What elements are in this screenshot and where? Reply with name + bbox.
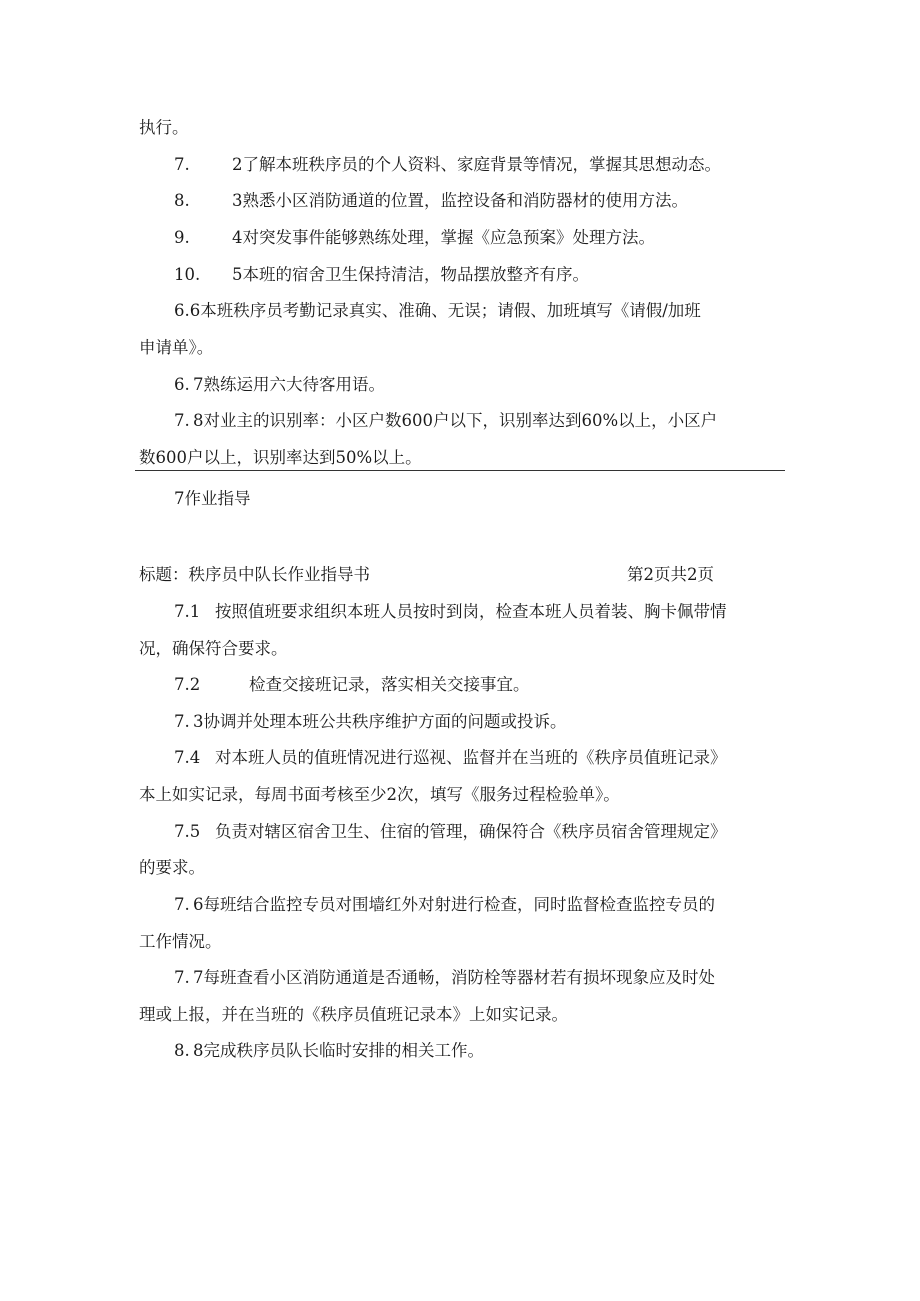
list-item xyxy=(174,221,655,255)
list-item xyxy=(174,961,715,995)
section-title: 7作业指导 xyxy=(174,489,251,508)
item-text: 3熟悉小区消防通道的位置，监控设备和消防器材的使用方法。 xyxy=(232,191,688,210)
text-line: 申请单》。 xyxy=(139,338,214,357)
item-number: 8. xyxy=(174,1041,190,1060)
item-text: 5本班的宿舍卫生保持清洁，物品摆放整齐有序。 xyxy=(232,265,589,284)
list-item xyxy=(174,1034,484,1068)
page-number: 第2页共2页 xyxy=(627,565,714,584)
list-item xyxy=(174,148,721,182)
text-line: 数600户以上，识别率达到50%以上。 xyxy=(139,448,422,467)
item-text: 6每班结合监控专员对围墙红外对射进行检查，同时监督检查监控专员的 xyxy=(193,895,715,914)
item-number: 7. xyxy=(174,968,190,987)
item-text: 检查交接班记录，落实相关交接事宜。 xyxy=(249,675,530,694)
item-text: 对本班人员的值班情况进行巡视、监督并在当班的《秩序员值班记录》 xyxy=(215,748,727,767)
text-line: 执行。 xyxy=(139,118,189,137)
page-header-title: 标题：秩序员中队长作业指导书 xyxy=(139,565,370,584)
text-line: 的要求。 xyxy=(139,858,205,877)
list-item xyxy=(174,184,688,218)
item-text: 8对业主的识别率：小区户数600户以下，识别率达到60%以上，小区户 xyxy=(193,411,718,430)
list-item xyxy=(174,258,589,292)
list-item xyxy=(174,668,530,702)
item-text: 按照值班要求组织本班人员按时到岗，检查本班人员着装、胸卡佩带情 xyxy=(215,602,727,621)
item-number: 10. xyxy=(174,265,201,284)
item-text: 8完成秩序员队长临时安排的相关工作。 xyxy=(193,1041,484,1060)
item-number: 7.1 xyxy=(174,602,201,621)
list-item xyxy=(174,815,727,849)
item-number: 9. xyxy=(174,228,190,247)
list-item xyxy=(174,705,567,739)
text-line: 本上如实记录，每周书面考核至少2次，填写《服务过程检验单》。 xyxy=(139,785,620,804)
list-item xyxy=(174,741,727,775)
text-line: 6.6本班秩序员考勤记录真实、准确、无误；请假、加班填写《请假/加班 xyxy=(174,301,701,320)
list-item xyxy=(174,888,715,922)
item-text: 4对突发事件能够熟练处理，掌握《应急预案》处理方法。 xyxy=(232,228,655,247)
item-number: 7. xyxy=(174,712,190,731)
item-number: 7. xyxy=(174,895,190,914)
item-text: 3协调并处理本班公共秩序维护方面的问题或投诉。 xyxy=(193,712,567,731)
item-text: 7熟练运用六大待客用语。 xyxy=(193,375,385,394)
item-text: 2了解本班秩序员的个人资料、家庭背景等情况，掌握其思想动态。 xyxy=(232,155,721,174)
item-number: 7.4 xyxy=(174,748,201,767)
list-item xyxy=(174,368,385,402)
item-text: 负责对辖区宿舍卫生、住宿的管理，确保符合《秩序员宿舍管理规定》 xyxy=(215,822,727,841)
item-number: 7. xyxy=(174,411,190,430)
item-number: 7. xyxy=(174,155,190,174)
text-line: 况，确保符合要求。 xyxy=(139,639,288,658)
text-line: 工作情况。 xyxy=(139,932,222,951)
item-number: 8. xyxy=(174,191,190,210)
divider xyxy=(135,470,785,471)
text-line: 理或上报，并在当班的《秩序员值班记录本》上如实记录。 xyxy=(139,1005,568,1024)
list-item xyxy=(174,595,727,629)
list-item xyxy=(174,404,717,438)
item-number: 7.2 xyxy=(174,675,201,694)
item-number: 6. xyxy=(174,375,190,394)
item-text: 7每班查看小区消防通道是否通畅，消防栓等器材若有损坏现象应及时处 xyxy=(193,968,715,987)
item-number: 7.5 xyxy=(174,822,201,841)
